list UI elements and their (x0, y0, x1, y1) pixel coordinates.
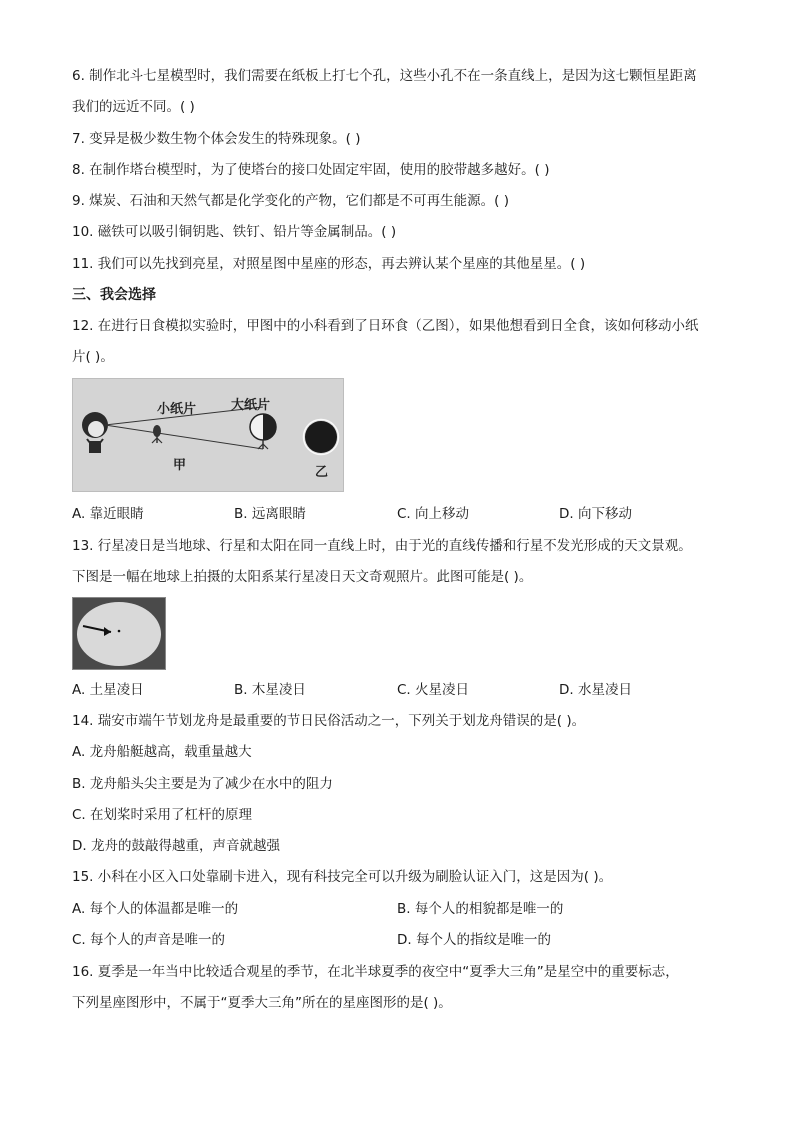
q10-text: 10. 磁铁可以吸引铜钥匙、铁钉、铅片等金属制品。( ) (72, 224, 397, 240)
big-card-icon (250, 414, 276, 449)
q13-option-d: D. 水星凌日 (559, 682, 632, 698)
q15-option-d: D. 每个人的指纹是唯一的 (397, 932, 551, 948)
q6-line2: 我们的远近不同。( ) (72, 99, 195, 115)
q12-option-a: A. 靠近眼睛 (72, 506, 144, 522)
small-card-label: 小纸片 (157, 402, 197, 417)
q16-line1: 16. 夏季是一年当中比较适合观星的季节，在北半球夏季的夜空中“夏季大三角”是星空中的重要标志， (72, 964, 679, 980)
q13-line1: 13. 行星凌日是当地球、行星和太阳在同一直线上时，由于光的直线传播和行星不发光形成的天文景观。 (72, 538, 692, 554)
q15-stem: 15. 小科在小区入口处靠刷卡进入，现有科技完全可以升级为刷脸认证入门，这是因为( )。 (72, 869, 613, 885)
figure-jia-label: 甲 (173, 458, 187, 473)
eclipse-experiment-figure (72, 378, 344, 492)
q15-option-b: B. 每个人的相貌都是唯一的 (397, 901, 564, 917)
q13-option-c: C. 火星凌日 (397, 682, 470, 698)
q15-option-a: A. 每个人的体温都是唯一的 (72, 901, 239, 917)
eclipse-experiment-drawing (73, 379, 343, 491)
q11-text: 11. 我们可以先找到亮星，对照星图中星座的形态，再去辨认某个星座的其他星星。( ) (72, 256, 586, 272)
observer-head-icon (82, 412, 108, 453)
q14-option-c: C. 在划桨时采用了杠杆的原理 (72, 807, 253, 823)
q12-option-d: D. 向下移动 (559, 506, 632, 522)
q12-option-c: C. 向上移动 (397, 506, 470, 522)
section-title: 三、我会选择 (72, 287, 156, 303)
q8-text: 8. 在制作塔台模型时，为了使塔台的接口处固定牢固，使用的胶带越多越好。( ) (72, 162, 550, 178)
annular-eclipse-icon (305, 421, 337, 453)
q14-option-b: B. 龙舟船头尖主要是为了减少在水中的阻力 (72, 776, 333, 792)
q12-option-b: B. 远离眼睛 (234, 506, 306, 522)
q13-line2: 下图是一幅在地球上拍摄的太阳系某行星凌日天文奇观照片。此图可能是( )。 (72, 569, 533, 585)
q15-option-c: C. 每个人的声音是唯一的 (72, 932, 226, 948)
big-card-label: 大纸片 (231, 398, 271, 413)
q14-stem: 14. 瑞安市端午节划龙舟是最重要的节日民俗活动之一，下列关于划龙舟错误的是( )。 (72, 713, 586, 729)
q12-line1: 12. 在进行日食模拟实验时，甲图中的小科看到了日环食（乙图），如果他想看到日全食，该如何移动小纸 (72, 318, 699, 334)
q7-text: 7. 变异是极少数生物个体会发生的特殊现象。( ) (72, 131, 361, 147)
q12-line2: 片( )。 (72, 349, 114, 365)
q6-line1: 6. 制作北斗七星模型时，我们需要在纸板上打七个孔，这些小孔不在一条直线上，是因为这七颗恒星距离 (72, 68, 697, 84)
q14-option-a: A. 龙舟船艇越高，载重量越大 (72, 744, 252, 760)
q13-option-a: A. 土星凌日 (72, 682, 144, 698)
small-card-icon (152, 425, 162, 443)
q9-text: 9. 煤炭、石油和天然气都是化学变化的产物，它们都是不可再生能源。( ) (72, 193, 509, 209)
q14-option-d: D. 龙舟的鼓敲得越重，声音就越强 (72, 838, 280, 854)
transit-photo (72, 597, 166, 670)
planet-dot-icon (118, 630, 121, 633)
q13-option-b: B. 木星凌日 (234, 682, 306, 698)
q16-line2: 下列星座图形中，不属于“夏季大三角”所在的星座图形的是( )。 (72, 995, 452, 1011)
transit-drawing (73, 598, 165, 669)
figure-yi-label: 乙 (315, 465, 329, 480)
